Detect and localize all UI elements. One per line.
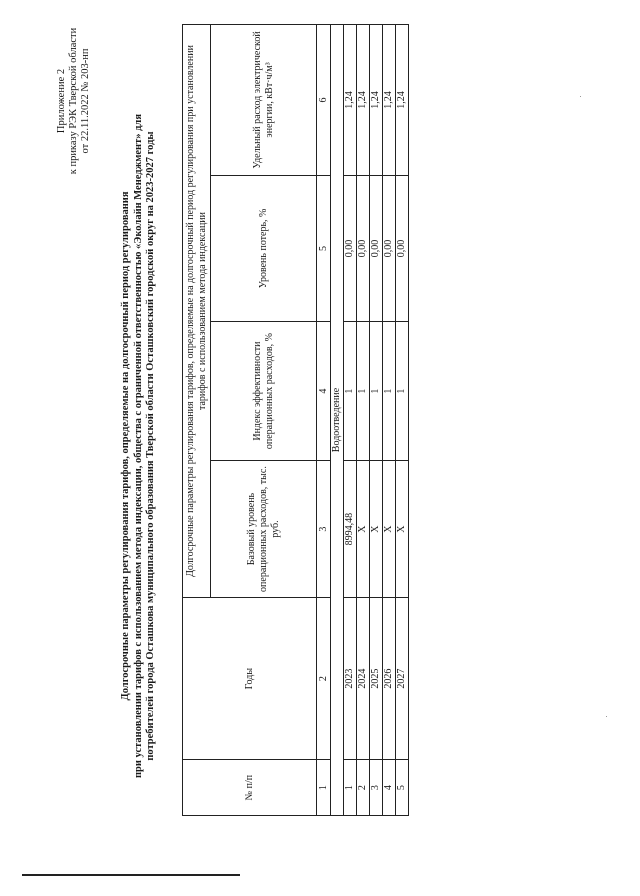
scan-speck — [580, 96, 581, 97]
cell-base: X — [370, 461, 383, 598]
cell-loss: 0,00 — [357, 175, 370, 321]
table-row — [383, 25, 396, 816]
col-number: 4 — [317, 321, 331, 460]
cell-loss: 0,00 — [396, 175, 409, 321]
col-number: 6 — [317, 25, 331, 176]
cell-index: 1 — [383, 321, 396, 460]
col-number: 5 — [317, 175, 331, 321]
cell-year: 2024 — [357, 597, 370, 759]
header-loss: Уровень потерь, % — [211, 175, 317, 321]
margin-rule — [22, 875, 240, 877]
scan-speck — [606, 716, 607, 717]
appendix-line-3: от 22.11.2022 № 203-нп — [80, 48, 91, 154]
cell-index: 1 — [357, 321, 370, 460]
appendix-line-2: к приказу РЭК Тверской области — [68, 27, 79, 175]
col-number: 2 — [317, 597, 331, 759]
cell-energy: 1,24 — [383, 25, 396, 176]
table-row — [370, 25, 383, 816]
cell-loss: 0,00 — [383, 175, 396, 321]
cell-year: 2027 — [396, 597, 409, 759]
table-row — [344, 25, 357, 816]
cell-energy: 1,24 — [357, 25, 370, 176]
document-title — [120, 56, 158, 836]
title-line-2: при установлении тарифов с использованием метода индексации, общества с ограниченной ответственностью «Эколайн Менеджмент» для — [132, 114, 144, 779]
header-base: Базовый уровень операционных расходов, тыс. руб. — [211, 461, 317, 598]
header-num: № п/п — [183, 760, 317, 816]
cell-num: 2 — [357, 760, 370, 816]
cell-num: 5 — [396, 760, 409, 816]
cell-base: X — [396, 461, 409, 598]
cell-year: 2023 — [344, 597, 357, 759]
cell-year: 2026 — [383, 597, 396, 759]
col-number: 3 — [317, 461, 331, 598]
cell-base: X — [383, 461, 396, 598]
title-line-1: Долгосрочные параметры регулирования тарифов, определяемые на долгосрочный период регулирования — [120, 191, 131, 701]
cell-num: 3 — [370, 760, 383, 816]
header-group: Долгосрочные параметры регулирования тарифов, определяемые на долгосрочный период регулирования при установлении тарифов с использованием метода индексации — [183, 25, 211, 598]
cell-num: 1 — [344, 760, 357, 816]
cell-energy: 1,24 — [396, 25, 409, 176]
table-row — [396, 25, 409, 816]
cell-year: 2025 — [370, 597, 383, 759]
appendix-block — [56, 16, 92, 186]
cell-num: 4 — [383, 760, 396, 816]
table-row — [357, 25, 370, 816]
appendix-line-1: Приложение 2 — [56, 68, 67, 134]
cell-base: 8994,48 — [344, 461, 357, 598]
cell-index: 1 — [344, 321, 357, 460]
col-number: 1 — [317, 760, 331, 816]
cell-base: X — [357, 461, 370, 598]
section-title: Водоотведение — [331, 25, 344, 816]
cell-loss: 0,00 — [370, 175, 383, 321]
title-line-3: потребителей города Осташкова муниципального образования Тверской области Осташковский городской округ на 2023-2027 годы — [145, 131, 156, 761]
cell-energy: 1,24 — [344, 25, 357, 176]
cell-index: 1 — [396, 321, 409, 460]
cell-index: 1 — [370, 321, 383, 460]
header-index: Индекс эффективности операционных расходов, % — [211, 321, 317, 460]
cell-loss: 0,00 — [344, 175, 357, 321]
header-energy: Удельный расход электрической энергии, кВт·ч/м³ — [211, 25, 317, 176]
parameters-table — [182, 24, 409, 816]
header-year: Годы — [183, 597, 317, 759]
cell-energy: 1,24 — [370, 25, 383, 176]
